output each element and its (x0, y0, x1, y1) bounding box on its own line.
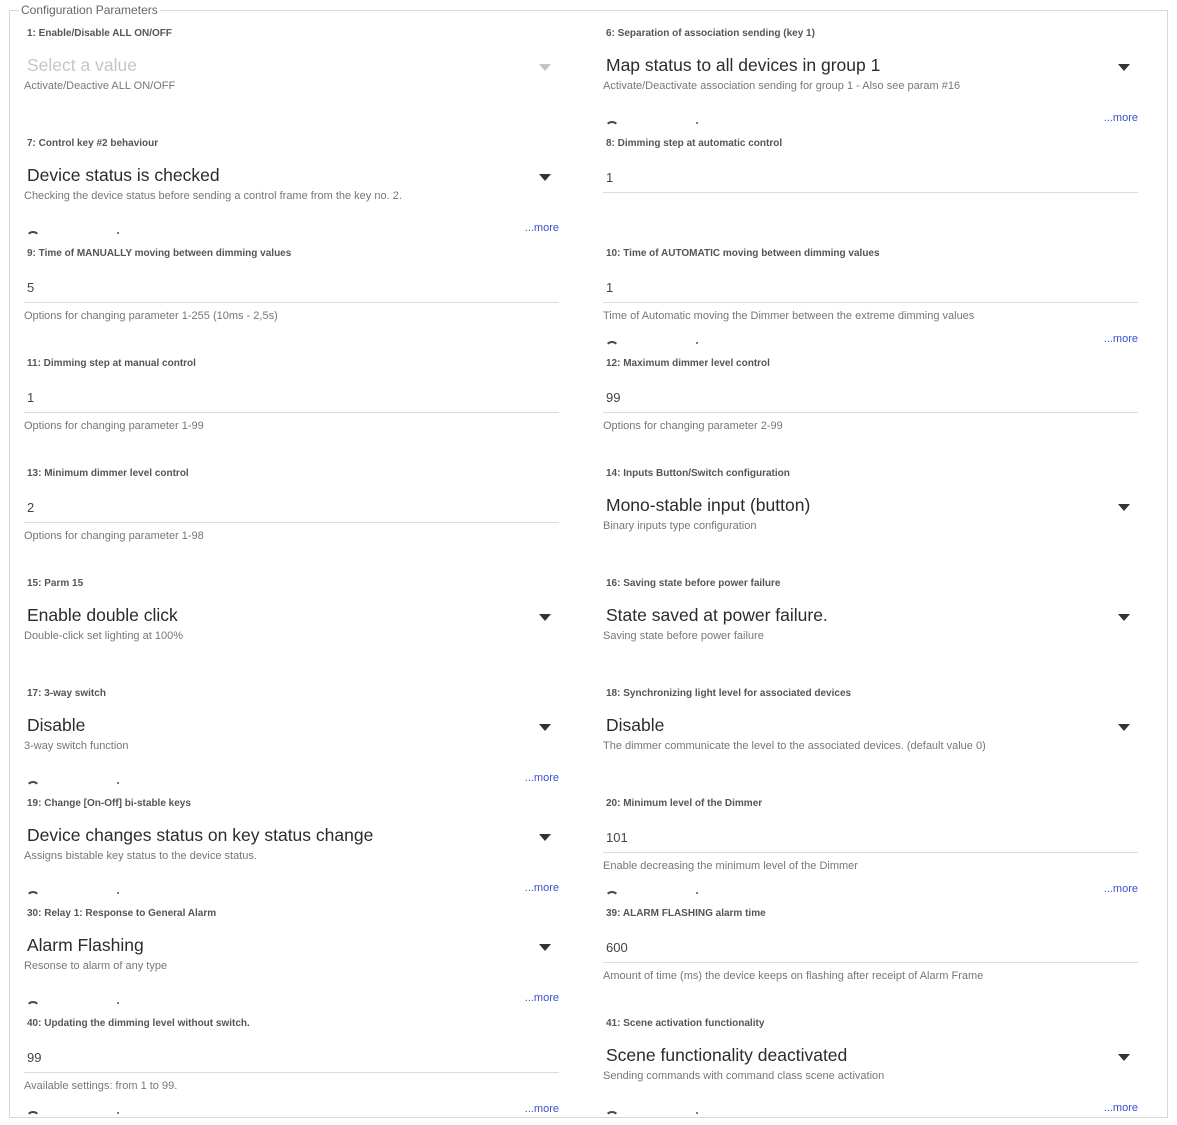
param-label: 14: Inputs Button/Switch configuration (606, 468, 790, 479)
dropdown-arrow-icon[interactable] (539, 724, 551, 731)
param-input[interactable] (24, 500, 559, 523)
param-input[interactable] (24, 280, 559, 303)
more-link[interactable]: ...more (1103, 883, 1138, 895)
dropdown-arrow-icon[interactable] (1118, 64, 1130, 71)
param-description: Options for changing parameter 1-99 (24, 420, 204, 432)
dropdown-arrow-icon[interactable] (539, 944, 551, 951)
param-label: 40: Updating the dimming level without switch. (27, 1018, 250, 1029)
param-label: 17: 3-way switch (27, 688, 106, 699)
loading-dot-icon (696, 342, 698, 344)
section-legend: Configuration Parameters (21, 3, 158, 17)
param-input[interactable] (603, 830, 1138, 853)
loading-dot-icon (117, 1112, 119, 1114)
param-label: 20: Minimum level of the Dimmer (606, 798, 763, 809)
param-field (24, 236, 560, 346)
input-value: 99 (27, 1050, 42, 1065)
param-field (24, 346, 560, 456)
param-description: Amount of time (ms) the device keeps on flashing after receipt of Alarm Frame (603, 970, 984, 982)
param-label: 11: Dimming step at manual control (27, 358, 196, 369)
loading-dot-icon (696, 1112, 698, 1114)
param-label: 15: Parm 15 (27, 578, 84, 589)
input-value: 600 (606, 940, 628, 955)
param-select[interactable] (603, 712, 1139, 738)
input-value: 1 (606, 170, 614, 185)
param-description: The dimmer communicate the level to the associated devices. (default value 0) (603, 740, 986, 752)
param-label: 10: Time of AUTOMATIC moving between dimming values (606, 248, 880, 259)
param-input[interactable] (603, 390, 1138, 413)
param-label: 39: ALARM FLASHING alarm time (606, 908, 766, 919)
param-select[interactable] (24, 932, 560, 958)
more-link[interactable]: ...more (1103, 1102, 1138, 1114)
param-label: 1: Enable/Disable ALL ON/OFF (27, 28, 173, 39)
param-label: 30: Relay 1: Response to General Alarm (27, 908, 217, 919)
param-description: 3-way switch function (24, 740, 129, 752)
param-field (603, 566, 1139, 676)
select-value: Disable (606, 715, 665, 735)
param-field (24, 676, 560, 786)
select-value: Select a value (27, 55, 137, 75)
loading-spinner-icon (605, 1110, 623, 1120)
param-label: 12: Maximum dimmer level control (606, 358, 770, 369)
select-value: Scene functionality deactivated (606, 1045, 848, 1065)
more-link[interactable]: ...more (1103, 112, 1138, 124)
param-select[interactable] (603, 492, 1139, 518)
param-field (603, 126, 1139, 236)
more-link[interactable]: ...more (524, 222, 559, 234)
loading-dot-icon (117, 782, 119, 784)
loading-dot-icon (117, 232, 119, 234)
param-label: 13: Minimum dimmer level control (27, 468, 189, 479)
param-label: 7: Control key #2 behaviour (27, 138, 159, 149)
more-link[interactable]: ...more (524, 772, 559, 784)
param-description: Activate/Deactive ALL ON/OFF (24, 80, 176, 92)
param-label: 18: Synchronizing light level for associated devices (606, 688, 852, 699)
dropdown-arrow-icon[interactable] (1118, 504, 1130, 511)
select-value: Device changes status on key status change (27, 825, 374, 845)
select-value: Map status to all devices in group 1 (606, 55, 881, 75)
param-select[interactable] (603, 602, 1139, 628)
param-description: Checking the device status before sending a control frame from the key no. 2. (24, 190, 402, 202)
dropdown-arrow-icon[interactable] (1118, 1054, 1130, 1061)
input-value: 99 (606, 390, 621, 405)
param-description: Resonse to alarm of any type (24, 960, 168, 972)
select-value: Disable (27, 715, 86, 735)
dropdown-arrow-icon (539, 64, 551, 71)
param-field (603, 896, 1139, 1006)
param-select[interactable] (24, 162, 560, 188)
param-label: 16: Saving state before power failure (606, 578, 781, 589)
param-field (24, 566, 560, 676)
param-field (603, 16, 1139, 126)
param-description: Activate/Deactivate association sending for group 1 - Also see param #16 (603, 80, 961, 92)
param-description: Double-click set lighting at 100% (24, 630, 183, 642)
param-description: Time of Automatic moving the Dimmer between the extreme dimming values (603, 310, 975, 322)
param-select[interactable] (603, 52, 1139, 78)
param-description: Options for changing parameter 2-99 (603, 420, 783, 432)
select-value: Alarm Flashing (27, 935, 144, 955)
input-value: 5 (27, 280, 35, 295)
select-value: Device status is checked (27, 165, 220, 185)
param-description: Options for changing parameter 1-255 (10ms - 2,5s) (24, 310, 278, 322)
param-input[interactable] (603, 170, 1138, 193)
param-input[interactable] (603, 280, 1138, 303)
param-field (24, 16, 560, 126)
dropdown-arrow-icon[interactable] (1118, 614, 1130, 621)
param-select[interactable] (24, 602, 560, 628)
param-label: 9: Time of MANUALLY moving between dimming values (27, 248, 292, 259)
param-field (24, 1006, 560, 1116)
dropdown-arrow-icon[interactable] (539, 174, 551, 181)
param-description: Binary inputs type configuration (603, 520, 757, 532)
loading-spinner-icon (26, 1110, 44, 1120)
param-label: 6: Separation of association sending (key 1) (606, 28, 815, 39)
input-value: 1 (27, 390, 35, 405)
param-description: Options for changing parameter 1-98 (24, 530, 204, 542)
select-value: Enable double click (27, 605, 178, 625)
param-field (24, 456, 560, 566)
loading-dot-icon (696, 892, 698, 894)
param-field (603, 1006, 1139, 1116)
param-field (603, 676, 1139, 786)
param-field (24, 896, 560, 1006)
param-description: Enable decreasing the minimum level of the Dimmer (603, 860, 858, 872)
more-link[interactable]: ...more (524, 882, 559, 894)
param-input[interactable] (24, 390, 559, 413)
loading-dot-icon (117, 1002, 119, 1004)
dropdown-arrow-icon[interactable] (539, 834, 551, 841)
param-description: Assigns bistable key status to the device status. (24, 850, 257, 862)
param-input[interactable] (603, 940, 1138, 963)
param-field (603, 236, 1139, 346)
param-select[interactable] (24, 822, 560, 848)
loading-dot-icon (696, 122, 698, 124)
param-label: 8: Dimming step at automatic control (606, 138, 783, 149)
more-link[interactable]: ...more (524, 1103, 559, 1115)
dropdown-arrow-icon[interactable] (539, 614, 551, 621)
param-label: 19: Change [On-Off] bi-stable keys (27, 798, 191, 809)
dropdown-arrow-icon[interactable] (1118, 724, 1130, 731)
param-description: Saving state before power failure (603, 630, 764, 642)
param-label: 41: Scene activation functionality (606, 1018, 765, 1029)
param-field (24, 786, 560, 896)
input-value: 101 (606, 830, 628, 845)
loading-dot-icon (117, 892, 119, 894)
param-select (24, 52, 560, 78)
param-input[interactable] (24, 1050, 559, 1073)
param-description: Sending commands with command class scene activation (603, 1070, 885, 1082)
param-field (603, 456, 1139, 566)
select-value: State saved at power failure. (606, 605, 828, 625)
param-field (603, 786, 1139, 896)
param-field (603, 346, 1139, 456)
param-description: Available settings: from 1 to 99. (24, 1080, 178, 1092)
param-field (24, 126, 560, 236)
more-link[interactable]: ...more (1103, 333, 1138, 345)
select-value: Mono-stable input (button) (606, 495, 811, 515)
param-select[interactable] (24, 712, 560, 738)
input-value: 2 (27, 500, 35, 515)
param-select[interactable] (603, 1042, 1139, 1068)
input-value: 1 (606, 280, 614, 295)
more-link[interactable]: ...more (524, 992, 559, 1004)
